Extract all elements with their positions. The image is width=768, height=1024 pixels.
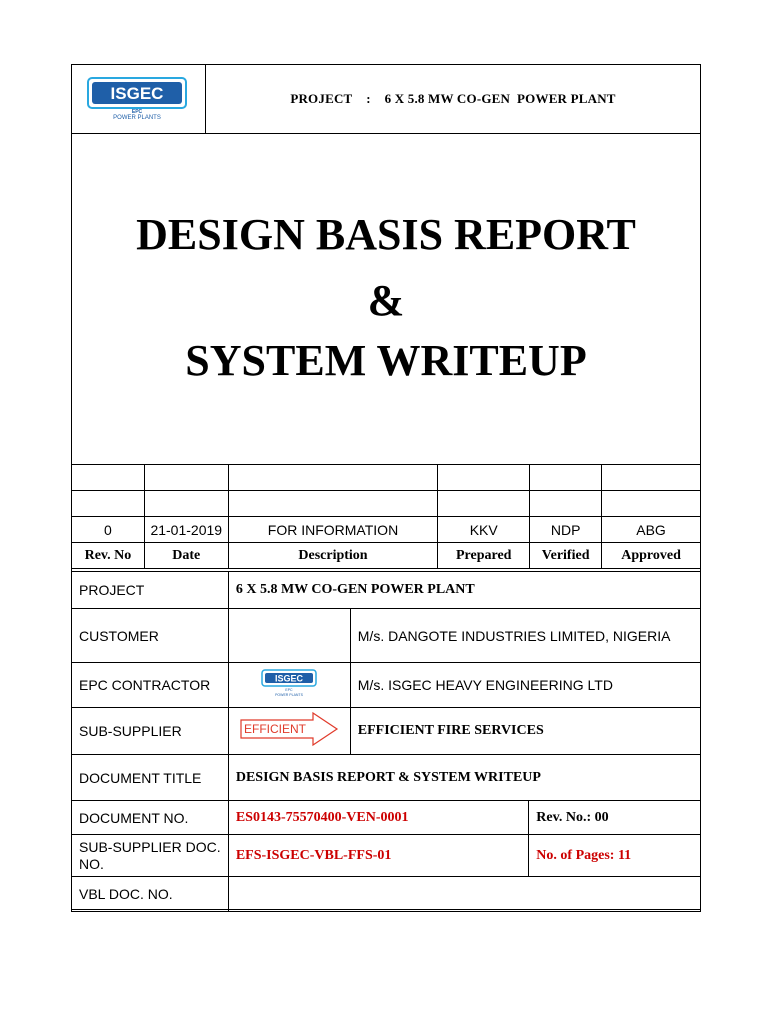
svg-text:POWER PLANTS: POWER PLANTS bbox=[113, 115, 161, 121]
rev-description-cell: FOR INFORMATION bbox=[228, 517, 438, 543]
svg-text:ISGEC: ISGEC bbox=[275, 673, 304, 683]
subsupplier-doc-value: EFS-ISGEC-VBL-FFS-01 bbox=[228, 835, 528, 877]
customer-label: CUSTOMER bbox=[72, 609, 229, 663]
efficient-logo bbox=[237, 711, 341, 747]
revision-table bbox=[71, 464, 701, 569]
rev-prepared-cell: KKV bbox=[438, 517, 530, 543]
info-row-doc-no bbox=[72, 801, 701, 835]
rev-no-cell: 0 bbox=[72, 517, 145, 543]
document-page bbox=[71, 64, 701, 910]
rev-no-value: Rev. No.: 00 bbox=[529, 801, 701, 835]
info-row-epc bbox=[72, 663, 701, 708]
doc-no-label: DOCUMENT NO. bbox=[72, 801, 229, 835]
doc-no-value: ES0143-75570400-VEN-0001 bbox=[228, 801, 528, 835]
rev-verified-cell: NDP bbox=[530, 517, 602, 543]
customer-logo-cell bbox=[228, 609, 350, 663]
efficient-logo-cell bbox=[228, 708, 350, 755]
revision-row-empty bbox=[72, 491, 701, 517]
rev-approved-cell: ABG bbox=[602, 517, 701, 543]
info-row-doc-title bbox=[72, 755, 701, 801]
svg-text:POWER PLANTS: POWER PLANTS bbox=[275, 692, 304, 697]
info-row-customer bbox=[72, 609, 701, 663]
col-header-date: Date bbox=[144, 543, 228, 569]
pages-value: No. of Pages: 11 bbox=[529, 835, 701, 877]
info-row-vbl bbox=[72, 877, 701, 912]
project-value: 6 X 5.8 MW CO-GEN POWER PLANT bbox=[228, 572, 700, 609]
doc-title-label: DOCUMENT TITLE bbox=[72, 755, 229, 801]
document-info-table bbox=[71, 571, 701, 912]
col-header-description: Description bbox=[228, 543, 438, 569]
header-project-sep: : bbox=[366, 91, 371, 106]
subsupplier-doc-label: SUB-SUPPLIER DOC. NO. bbox=[72, 835, 229, 877]
title-line-1: DESIGN BASIS REPORT bbox=[136, 210, 636, 259]
rev-date-cell: 21-01-2019 bbox=[144, 517, 228, 543]
epc-value: M/s. ISGEC HEAVY ENGINEERING LTD bbox=[350, 663, 700, 708]
revision-header-row bbox=[72, 543, 701, 569]
svg-text:ISGEC: ISGEC bbox=[110, 84, 164, 103]
revision-row-empty bbox=[72, 465, 701, 491]
svg-text:EFFICIENT: EFFICIENT bbox=[244, 721, 307, 736]
info-row-subsupplier-doc bbox=[72, 835, 701, 877]
project-label: PROJECT bbox=[72, 572, 229, 609]
isgec-logo-cell bbox=[72, 65, 206, 133]
isgec-logo-small bbox=[254, 666, 324, 700]
header-project bbox=[206, 65, 700, 133]
subsupplier-label: SUB-SUPPLIER bbox=[72, 708, 229, 755]
svg-text:EPC: EPC bbox=[285, 687, 293, 692]
doc-title-value: DESIGN BASIS REPORT & SYSTEM WRITEUP bbox=[228, 755, 700, 801]
subsupplier-value: EFFICIENT FIRE SERVICES bbox=[350, 708, 700, 755]
col-header-prepared: Prepared bbox=[438, 543, 530, 569]
revision-row bbox=[72, 517, 701, 543]
document-header bbox=[72, 65, 700, 134]
epc-label: EPC CONTRACTOR bbox=[72, 663, 229, 708]
col-header-approved: Approved bbox=[602, 543, 701, 569]
title-block bbox=[72, 133, 700, 465]
info-row-subsupplier bbox=[72, 708, 701, 755]
vbl-label: VBL DOC. NO. bbox=[72, 877, 229, 912]
customer-value: M/s. DANGOTE INDUSTRIES LIMITED, NIGERIA bbox=[350, 609, 700, 663]
vbl-value bbox=[228, 877, 700, 912]
epc-logo-cell bbox=[228, 663, 350, 708]
header-project-label: PROJECT bbox=[290, 91, 353, 106]
title-ampersand: & bbox=[367, 276, 405, 325]
col-header-verified: Verified bbox=[530, 543, 602, 569]
isgec-logo bbox=[72, 65, 205, 133]
header-project-value: 6 X 5.8 MW CO-GEN POWER PLANT bbox=[384, 91, 616, 106]
info-row-project bbox=[72, 572, 701, 609]
title-line-3: SYSTEM WRITEUP bbox=[185, 336, 587, 385]
col-header-rev-no: Rev. No bbox=[72, 543, 145, 569]
svg-text:EPC: EPC bbox=[131, 109, 143, 115]
